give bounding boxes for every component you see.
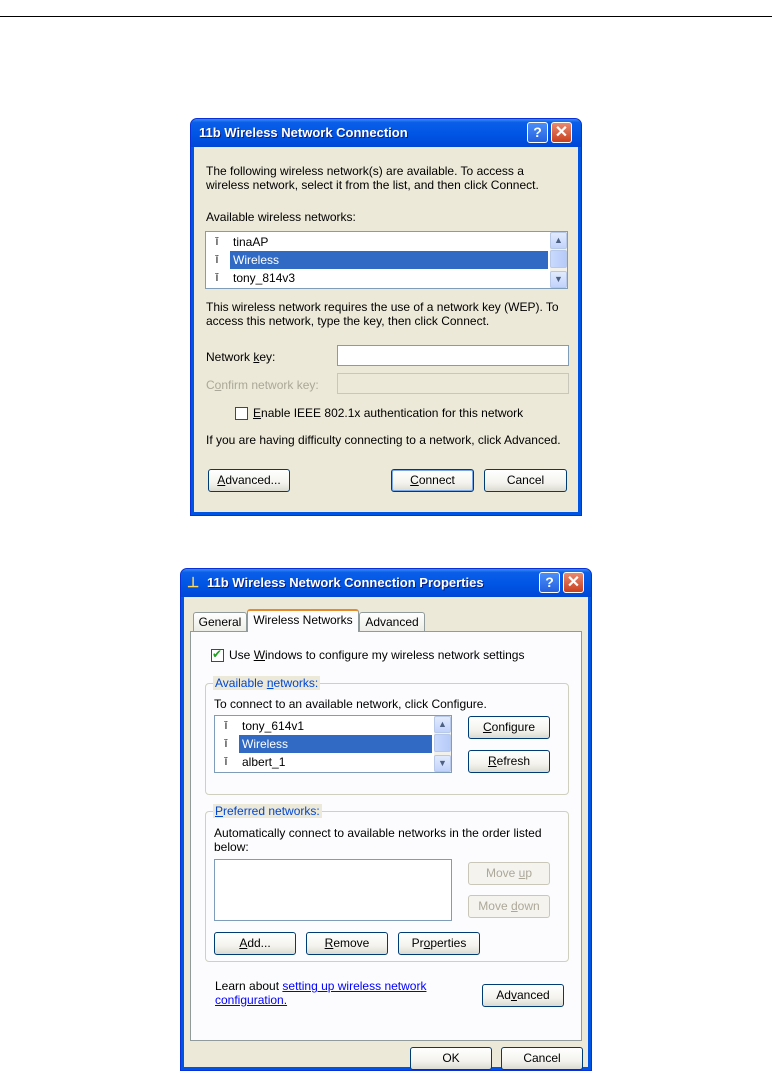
connect-button[interactable]: Connect xyxy=(391,469,474,492)
use-windows-checkbox[interactable] xyxy=(211,649,224,662)
ieee-8021x-checkbox[interactable] xyxy=(235,407,248,420)
confirm-key-input[interactable] xyxy=(337,373,569,394)
network-key-input[interactable] xyxy=(337,345,569,366)
close-button[interactable]: ✕ xyxy=(563,572,584,593)
wireless-properties-dialog xyxy=(180,568,592,1071)
preferred-networks-list[interactable] xyxy=(214,859,452,921)
list-item[interactable]: ǐ Wireless xyxy=(208,251,548,269)
available-networks-list[interactable] xyxy=(205,231,568,289)
available-networks-list[interactable] xyxy=(214,715,452,773)
preferred-networks-group-label: Preferred networks: xyxy=(215,804,320,818)
list-item[interactable]: ǐ tony_814v3 xyxy=(208,269,548,287)
available-networks-label: Available wireless networks: xyxy=(206,210,356,224)
antenna-icon: ǐ xyxy=(215,236,219,248)
tab-general[interactable]: General xyxy=(193,612,247,632)
intro-text: The following wireless network(s) are available. To access a wireless network, select it from the list, and then click Connect. xyxy=(206,164,539,192)
scroll-down-arrow-icon[interactable]: ▼ xyxy=(434,755,451,772)
confirm-key-label: Confirm network key: xyxy=(206,378,319,392)
move-up-button[interactable]: Move up xyxy=(468,862,550,885)
list-item[interactable]: ǐ tony_614v1 xyxy=(217,717,432,735)
window-title: 11b Wireless Network Connection Properties xyxy=(207,575,484,590)
title-bar[interactable] xyxy=(181,569,591,597)
network-connection-icon: ⊥ xyxy=(187,574,200,590)
scrollbar[interactable] xyxy=(434,716,451,772)
network-key-label: Network key: xyxy=(206,350,276,364)
ieee-8021x-label: Enable IEEE 802.1x authentication for this network xyxy=(253,406,524,420)
scrollbar[interactable] xyxy=(550,232,567,288)
move-down-button[interactable]: Move down xyxy=(468,895,550,918)
learn-about-text: Learn about setting up wireless network configuration. xyxy=(215,979,427,1007)
cancel-button[interactable]: Cancel xyxy=(501,1047,583,1070)
antenna-icon: ǐ xyxy=(224,756,228,768)
scroll-down-arrow-icon[interactable]: ▼ xyxy=(550,271,567,288)
window-title: 11b Wireless Network Connection xyxy=(199,125,408,140)
antenna-icon: ǐ xyxy=(224,720,228,732)
wireless-connection-dialog xyxy=(190,118,582,516)
list-item[interactable]: ǐ tinaAP xyxy=(208,233,548,251)
title-bar[interactable] xyxy=(191,119,581,147)
antenna-icon: ǐ xyxy=(224,738,228,750)
antenna-icon: ǐ xyxy=(215,272,219,284)
setup-help-link-cont[interactable]: configuration. xyxy=(215,993,288,1007)
dialog-body xyxy=(194,147,578,512)
advanced-button[interactable]: Advanced... xyxy=(208,469,290,492)
add-button[interactable]: Add... xyxy=(214,932,296,955)
scroll-thumb[interactable] xyxy=(434,734,451,752)
available-networks-group xyxy=(205,676,569,795)
tab-advanced[interactable]: Advanced xyxy=(359,612,425,632)
preferred-networks-desc: Automatically connect to available networks in the order listed below: xyxy=(214,826,542,854)
ok-button[interactable]: OK xyxy=(410,1047,492,1070)
help-button[interactable]: ? xyxy=(539,572,560,593)
tab-wireless-networks[interactable]: Wireless Networks xyxy=(247,609,359,632)
refresh-button[interactable]: Refresh xyxy=(468,750,550,773)
scroll-thumb[interactable] xyxy=(550,250,567,268)
advanced-button[interactable]: Advanced xyxy=(482,984,564,1007)
difficulty-text: If you are having difficulty connecting to a network, click Advanced. xyxy=(206,433,561,447)
list-item[interactable]: ǐ Wireless xyxy=(217,735,432,753)
tab-panel xyxy=(190,631,582,1041)
use-windows-label: Use Windows to configure my wireless network settings xyxy=(229,648,525,662)
remove-button[interactable]: Remove xyxy=(306,932,388,955)
available-networks-group-label: Available networks: xyxy=(215,676,319,690)
page-top-rule xyxy=(0,16,772,17)
setup-help-link[interactable]: setting up wireless network xyxy=(282,979,427,993)
configure-button[interactable]: Configure xyxy=(468,716,550,739)
antenna-icon: ǐ xyxy=(215,254,219,266)
cancel-button[interactable]: Cancel xyxy=(484,469,567,492)
dialog-body xyxy=(184,597,588,1067)
scroll-up-arrow-icon[interactable]: ▲ xyxy=(434,716,451,733)
preferred-networks-group xyxy=(205,804,569,962)
scroll-up-arrow-icon[interactable]: ▲ xyxy=(550,232,567,249)
wep-notice: This wireless network requires the use of a network key (WEP). To access this network, type the key, then click Connect. xyxy=(206,300,559,328)
properties-button[interactable]: Properties xyxy=(398,932,480,955)
available-networks-desc: To connect to an available network, click Configure. xyxy=(214,697,487,711)
list-item[interactable]: ǐ albert_1 xyxy=(217,753,432,771)
close-button[interactable]: ✕ xyxy=(551,122,572,143)
help-button[interactable]: ? xyxy=(527,122,548,143)
